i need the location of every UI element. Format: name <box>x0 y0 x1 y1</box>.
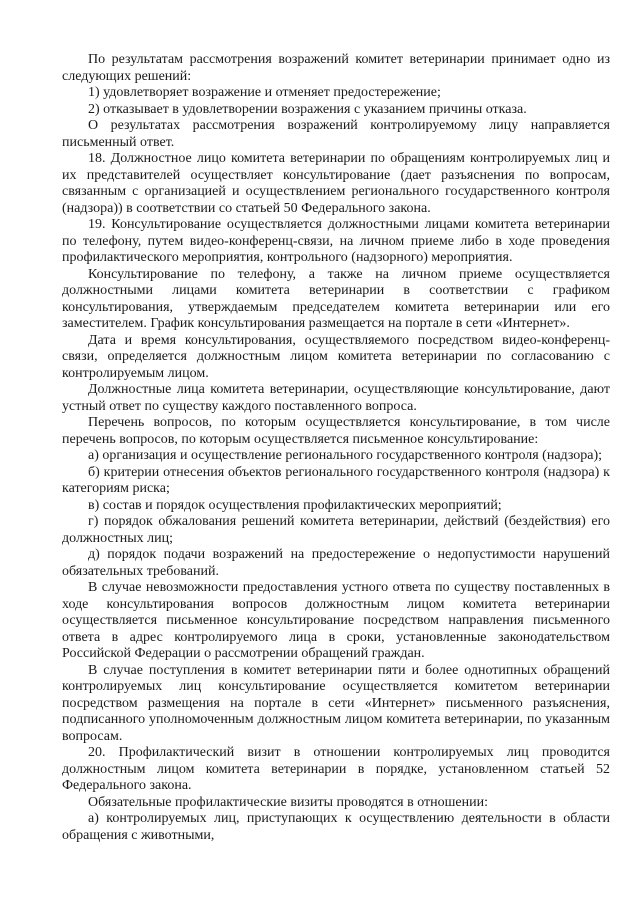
paragraph-20: 20. Профилактический визит в отношении контролируемых лиц проводится должностным лицом комитета ветеринарии в порядке, установленном статьей 52 Федерального закона. <box>62 745 610 793</box>
list-item-v: в) состав и порядок осуществления профилактических мероприятий; <box>88 497 502 513</box>
list-item-a-visits: а) контролируемых лиц, приступающих к осуществлению деятельности в области обращения с животными, <box>62 811 610 843</box>
paragraph-decision-1: 1) удовлетворяет возражение и отменяет предостережение; <box>88 85 441 100</box>
list-item-a: а) организация и осуществление регионального государственного контроля (надзора); <box>88 448 603 463</box>
paragraph-oral-answer: Должностные лица комитета ветеринарии, осуществляющие консультирование, дают устный ответ по существу каждого поставленного вопроса. <box>62 382 610 414</box>
paragraph-phone-consulting: Консультирование по телефону, а также на личном приеме осуществляется должностными лицами комитета ветеринарии в соответствии с графиком консультирования, утверждаемым председателем комитета ветеринарии или его заместителем. График консультирования размещается на портале в сети «Интернет». <box>62 266 610 331</box>
paragraph-video-consulting: Дата и время консультирования, осуществляемого посредством видео-конференц-связи, определяется должностным лицом комитета ветеринарии по согласованию с контролируемым лицом. <box>62 332 610 381</box>
paragraph-questions-list-intro: Перечень вопросов, по которым осуществляется консультирование, в том числе перечень вопросов, по которым осуществляется письменное консультирование: <box>62 415 610 447</box>
paragraph-written-reply: О результатах рассмотрения возражений контролируемому лицу направляется письменный ответ. <box>62 118 610 150</box>
paragraph-bulk-requests: В случае поступления в комитет ветеринарии пяти и более однотипных обращений контролируемых лиц консультирование осуществляется комитетом ветеринарии посредством размещения на портале в сети «Интернет» письменного разъяснения, подписанного уполномоченным должностным лицом комитета ветеринарии, по указанным вопросам. <box>62 662 610 744</box>
paragraph-19: 19. Консультирование осуществляется должностными лицами комитета ветеринарии по телефону, путем видео-конференц-связи, на личном приеме либо в ходе проведения профилактического мероприятия, контрольного (надзорного) мероприятия. <box>62 217 610 265</box>
paragraph-written-consulting: В случае невозможности предоставления устного ответа по существу поставленных в ходе консультирования вопросов должностным лицом комитета ветеринарии осуществляется письменное консультирование посредством направления письменного ответа в адрес контролируемого лица в сроки, установленные законодательством Российской Федерации о рассмотрении обращений граждан. <box>62 580 610 661</box>
paragraph-18: 18. Должностное лицо комитета ветеринарии по обращениям контролируемых лиц и их представителей осуществляет консультирование (дает разъяснения по вопросам, связанным с организацией и осуществлением регионального государственного контроля (надзора)) в соответствии со статьей 50 Федерального закона. <box>62 151 610 216</box>
list-item-d: д) порядок подачи возражений на предостережение о недопустимости нарушений обязательных требований. <box>62 547 610 579</box>
list-item-b: б) критерии отнесения объектов регионального государственного контроля (надзора) к категориям риска; <box>62 464 610 496</box>
paragraph-objection-decision-intro: По результатам рассмотрения возражений комитет ветеринарии принимает одно из следующих решений: <box>62 52 610 84</box>
paragraph-mandatory-visits: Обязательные профилактические визиты проводятся в отношении: <box>88 794 488 810</box>
paragraph-decision-2: 2) отказывает в удовлетворении возражения с указанием причины отказа. <box>88 101 527 117</box>
document-page <box>62 52 610 844</box>
list-item-g: г) порядок обжалования решений комитета ветеринарии, действий (бездействия) его должностных лиц; <box>62 514 610 546</box>
